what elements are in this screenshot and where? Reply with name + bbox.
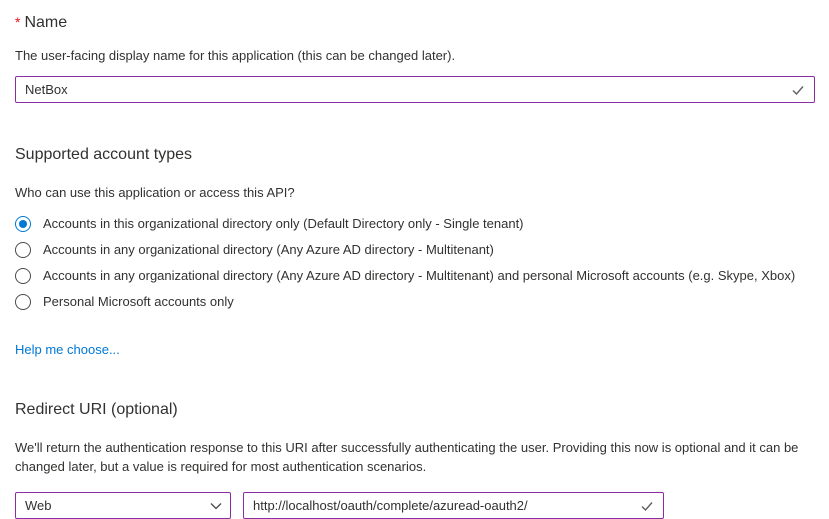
radio-button-icon[interactable] xyxy=(15,216,31,232)
redirect-uri-description: We'll return the authentication response to this URI after successfully authenticating the user. Providing this now is optional and it can be changed later, but a value is required for most authentication scenarios. xyxy=(15,440,799,474)
radio-button-icon[interactable] xyxy=(15,294,31,310)
radio-option-single-tenant[interactable] xyxy=(15,211,814,237)
radio-option-multitenant[interactable] xyxy=(15,237,814,263)
name-label: Name xyxy=(24,14,68,31)
redirect-uri-controls xyxy=(15,492,814,519)
radio-option-personal-only[interactable] xyxy=(15,289,814,315)
redirect-uri-input[interactable] xyxy=(243,492,664,519)
radio-option-label: Accounts in this organizational directory only (Default Directory only - Single tenant) xyxy=(43,216,524,231)
name-input-wrap xyxy=(15,76,815,103)
radio-option-label: Accounts in any organizational directory (Any Azure AD directory - Multitenant) xyxy=(43,242,494,257)
radio-option-label: Accounts in any organizational directory (Any Azure AD directory - Multitenant) and personal Microsoft accounts (e.g. Skype, Xbox) xyxy=(43,268,796,283)
account-types-question: Who can use this application or access this API? xyxy=(15,185,295,200)
help-me-choose-link[interactable]: Help me choose... xyxy=(15,342,120,357)
platform-select[interactable] xyxy=(15,492,231,519)
account-types-title: Supported account types xyxy=(15,146,193,163)
name-description: The user-facing display name for this application (this can be changed later). xyxy=(15,48,456,63)
redirect-uri-input-wrap xyxy=(243,492,664,519)
account-types-radio-group xyxy=(15,211,814,315)
name-section-title xyxy=(15,12,814,33)
redirect-uri-title: Redirect URI (optional) xyxy=(15,401,178,418)
radio-button-icon[interactable] xyxy=(15,242,31,258)
radio-option-multitenant-personal[interactable] xyxy=(15,263,814,289)
platform-select-value: Web xyxy=(25,498,52,513)
required-marker: * xyxy=(15,14,21,30)
radio-option-label: Personal Microsoft accounts only xyxy=(43,294,234,309)
platform-select-wrap xyxy=(15,492,231,519)
name-input[interactable] xyxy=(15,76,815,103)
radio-button-icon[interactable] xyxy=(15,268,31,284)
